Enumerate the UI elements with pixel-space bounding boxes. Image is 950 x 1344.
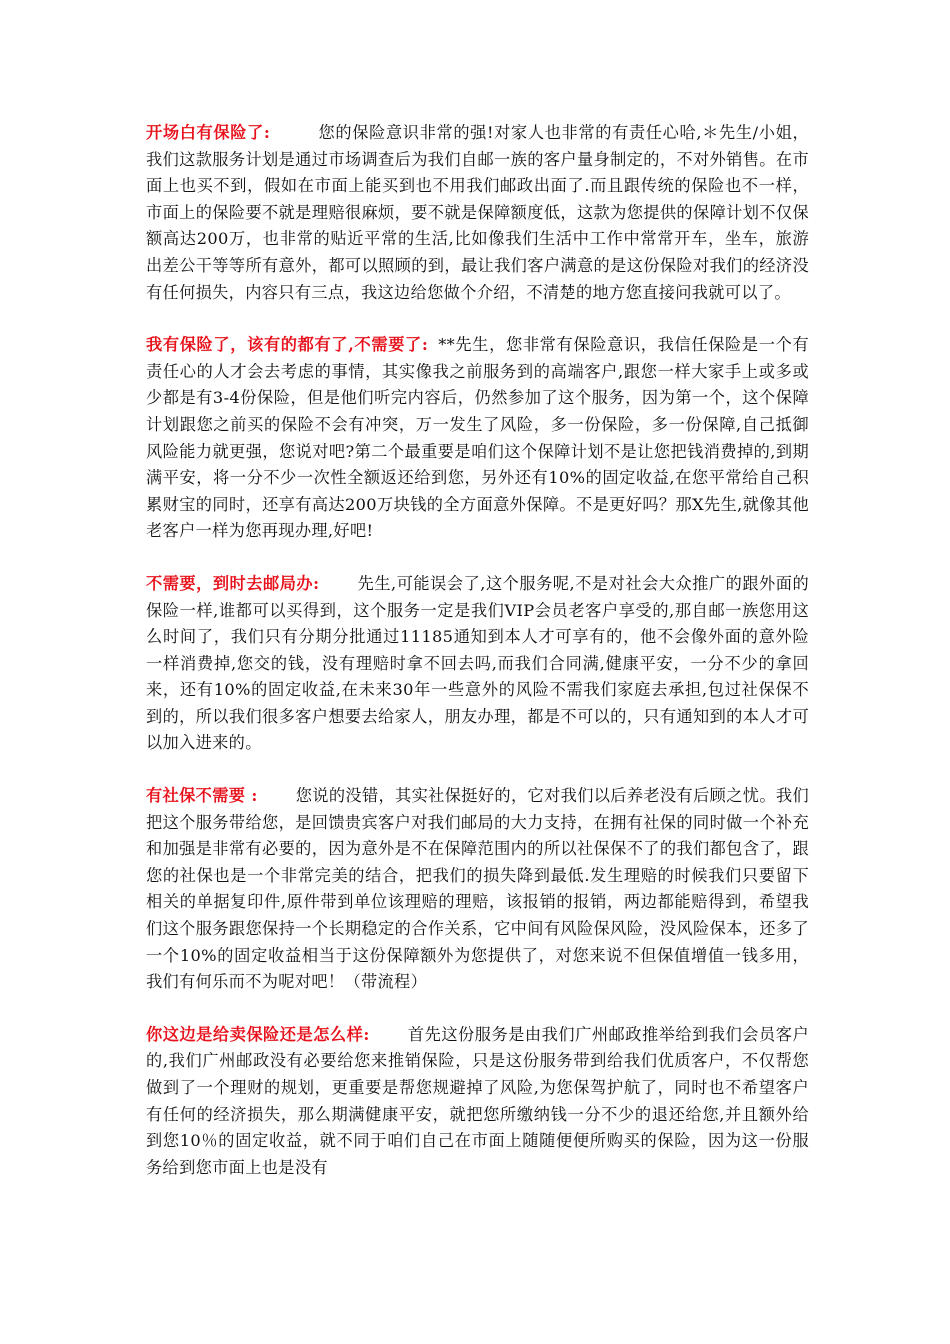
section-body: 首先这份服务是由我们广州邮政推举给到我们会员客户的,我们广州邮政没有必要给您来推销保险，只是这份服务带到给我们优质客户，不仅帮您做到了一个理财的规划，更重要是帮您规避掉了风险,为您保驾护航了，同时也不希望客户有任何的经济损失，那么期满健康平安，就把您所缴纳钱一分不少的退还给您,并且额外给到您10％的固定收益，就不同于咱们自己在市面上随随便便所购买的保险，因为这一份服务给到您市面上也是没有 (146, 1024, 809, 1177)
section-heading: 我有保险了，该有的都有了,不需要了: (146, 335, 429, 355)
section-opening (146, 120, 809, 306)
section-heading: 有社保不需要 : (146, 786, 258, 806)
section-selling-insurance (146, 1022, 809, 1182)
section-already-insured (146, 332, 809, 545)
section-heading: 不需要，到时去邮局办: (146, 573, 320, 593)
section-body: 先生,可能误会了,这个服务呢,不是对社会大众推广的跟外面的保险一样,谁都可以买得到，这个服务一定是我们VIP会员老客户享受的,那自邮一族您用这么时间了，我们只有分期分批通过11185通知到本人才可享有的，他不会像外面的意外险一样消费掉,您交的钱，没有理赔时拿不回去吗,而我们合同满,健康平安，一分不少的拿回来，还有10%的固定收益,在未来30年一些意外的风险不需我们家庭去承担,包过社保保不到的，所以我们很多客户想要去给家人，朋友办理，都是不可以的，只有通知到的本人才可以加入进来的。 (146, 573, 809, 753)
section-body: 您的保险意识非常的强!对家人也非常的有责任心哈,＊先生/小姐，我们这款服务计划是通过市场调查后为我们自邮一族的客户量身制定的，不对外销售。在市面上也买不到，假如在市面上能买到也不用我们邮政出面了.而且跟传统的保险也不一样，市面上的保险要不就是理赔很麻烦，要不就是保障额度低，这款为您提供的保障计划不仅保额高达200万，也非常的贴近平常的生活,比如像我们生活中工作中常常开车，坐车，旅游出差公干等等所有意外，都可以照顾的到，最让我们客户满意的是这份保险对我们的经济没有任何损失，内容只有三点，我这边给您做个介绍，不清楚的地方您直接问我就可以了。 (146, 123, 809, 302)
section-social-security (146, 783, 809, 996)
section-body: **先生，您非常有保险意识，我信任保险是一个有责任心的人才会去考虑的事情，其实像我之前服务到的高端客户,跟您一样大家手上或多或少都是有3-4份保险，但是他们听完内容后，仍然参加了这个服务，因为第一个，这个保障计划跟您之前买的保险不会有冲突，万一发生了风险，多一份保险，多一份保障,自己抵御风险能力就更强，您说对吧?第二个最重要是咱们这个保障计划不是让您把钱消费掉的,到期满平安，将一分不少一次性全额返还给到您，另外还有10%的固定收益,在您平常给自己积累财宝的同时，还享有高达200万块钱的全方面意外保障。不是更好吗？那X先生,就像其他老客户一样为您再现办理,好吧! (146, 335, 809, 541)
document-page (146, 120, 809, 1207)
section-heading: 你这边是给卖保险还是怎么样: (146, 1024, 370, 1044)
section-heading: 开场白有保险了: (146, 123, 271, 142)
section-post-office (146, 571, 809, 757)
section-body: 您说的没错，其实社保挺好的，它对我们以后养老没有后顾之忧。我们把这个服务带给您，是回馈贵宾客户对我们邮局的大力支持，在拥有社保的同时做一个补充和加强是非常有必要的，因为意外是不在保障范围内的所以社保保不了的我们都包含了，跟您的社保也是一个非常完美的结合，把我们的损失降到最低.发生理赔的时候我们只要留下相关的单据复印件,原件带到单位该理赔的理赔，该报销的报销，两边都能赔得到，希望我们这个服务跟您保持一个长期稳定的合作关系，它中间有风险保风险，没风险保本，还多了一个10%的固定收益相当于这份保障额外为您提供了，对您来说不但保值增值一钱多用，我们有何乐而不为呢对吧！（带流程） (146, 786, 809, 992)
